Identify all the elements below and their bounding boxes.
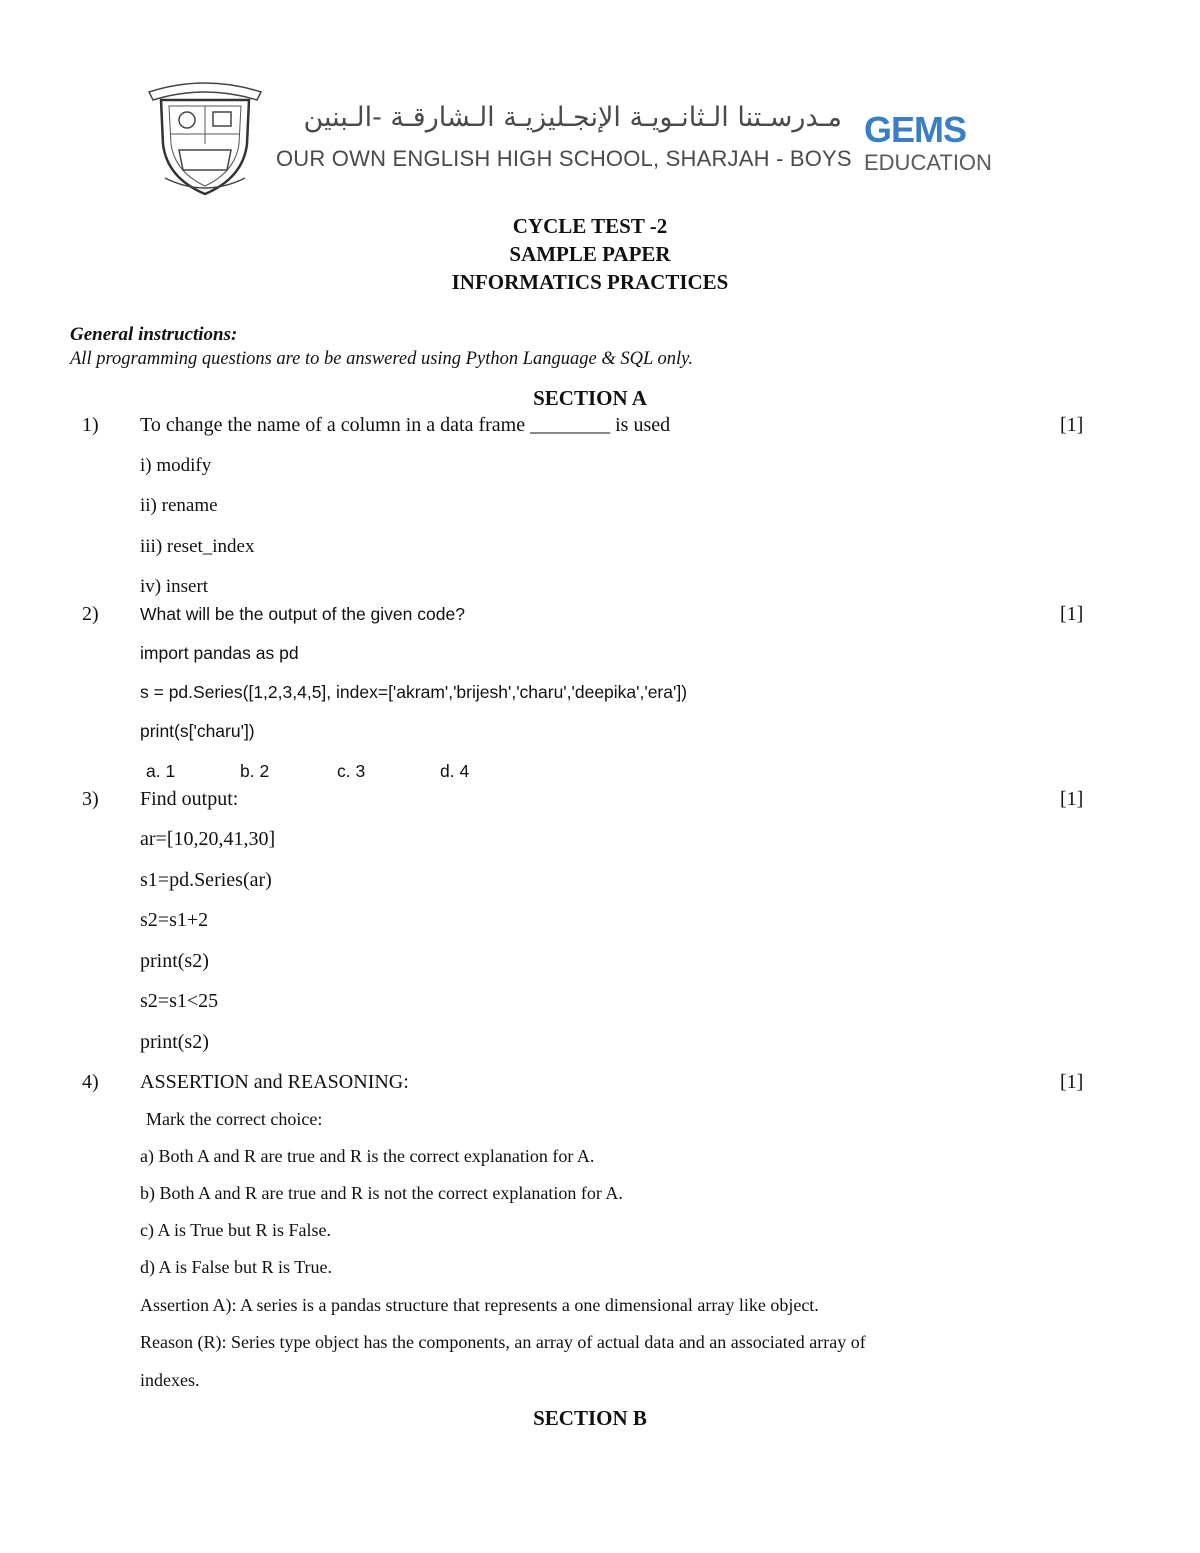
question-text: ASSERTION and REASONING: <box>140 1071 409 1093</box>
test-title: CYCLE TEST -2 <box>512 214 668 238</box>
option: b. 2 <box>240 761 270 781</box>
option: d) A is False but R is True. <box>140 1257 333 1277</box>
code-line: print(s2) <box>140 1031 209 1053</box>
section-b-heading: SECTION B <box>533 1406 647 1430</box>
gems-education-label: EDUCATION <box>864 150 992 175</box>
question-intro: Mark the correct choice: <box>146 1109 323 1129</box>
question-number: 4) <box>82 1071 99 1093</box>
code-line: ar=[10,20,41,30] <box>140 828 276 850</box>
subject-title: INFORMATICS PRACTICES <box>451 270 729 294</box>
option: c) A is True but R is False. <box>140 1220 332 1240</box>
option: b) Both A and R are true and R is not the correct explanation for A. <box>140 1183 623 1203</box>
gems-logo <box>864 112 996 146</box>
option: a. 1 <box>146 761 176 781</box>
option: c. 3 <box>337 761 366 781</box>
question-number: 1) <box>82 414 99 436</box>
question-marks: [1] <box>1060 1071 1084 1093</box>
question-text: What will be the output of the given code? <box>140 604 465 624</box>
question-marks: [1] <box>1060 414 1084 436</box>
question-marks: [1] <box>1060 603 1084 625</box>
assertion-text: Assertion A): A series is a pandas structure that represents a one dimensional array like object. <box>140 1295 819 1315</box>
question-number: 3) <box>82 788 99 810</box>
code-line: print(s2) <box>140 950 209 972</box>
school-name-arabic: مـدرسـتنا الـثانـويـة الإنجـليزيـة الـشارقـة -الـبنين <box>303 102 842 133</box>
option: ii) rename <box>140 495 218 516</box>
instructions-text: All programming questions are to be answered using Python Language & SQL only. <box>70 349 693 369</box>
code-line: print(s['charu']) <box>140 721 255 741</box>
instructions-heading: General instructions: <box>70 324 238 345</box>
paper-subtitle: SAMPLE PAPER <box>509 242 671 266</box>
code-line: s2=s1<25 <box>140 990 219 1012</box>
code-line: s2=s1+2 <box>140 909 209 931</box>
school-crest-icon <box>143 74 267 198</box>
question-marks: [1] <box>1060 788 1084 810</box>
option: iii) reset_index <box>140 536 255 557</box>
code-line: import pandas as pd <box>140 643 299 663</box>
section-a-heading: SECTION A <box>533 386 647 410</box>
school-name-english: OUR OWN ENGLISH HIGH SCHOOL, SHARJAH - BOYS <box>276 146 852 171</box>
reason-text: Reason (R): Series type object has the components, an array of actual data and an associated array of <box>140 1332 866 1352</box>
gems-logo-text: GEMS <box>864 112 967 146</box>
option: i) modify <box>140 455 212 476</box>
option: iv) insert <box>140 576 209 597</box>
option: a) Both A and R are true and R is the correct explanation for A. <box>140 1146 595 1166</box>
reason-text-continued: indexes. <box>140 1370 200 1390</box>
code-line: s1=pd.Series(ar) <box>140 869 272 891</box>
question-text: Find output: <box>140 788 239 810</box>
question-text: To change the name of a column in a data frame ________ is used <box>140 414 671 436</box>
code-line: s = pd.Series([1,2,3,4,5], index=['akram','brijesh','charu','deepika','era']) <box>140 682 688 702</box>
question-number: 2) <box>82 603 99 625</box>
option: d. 4 <box>440 761 470 781</box>
